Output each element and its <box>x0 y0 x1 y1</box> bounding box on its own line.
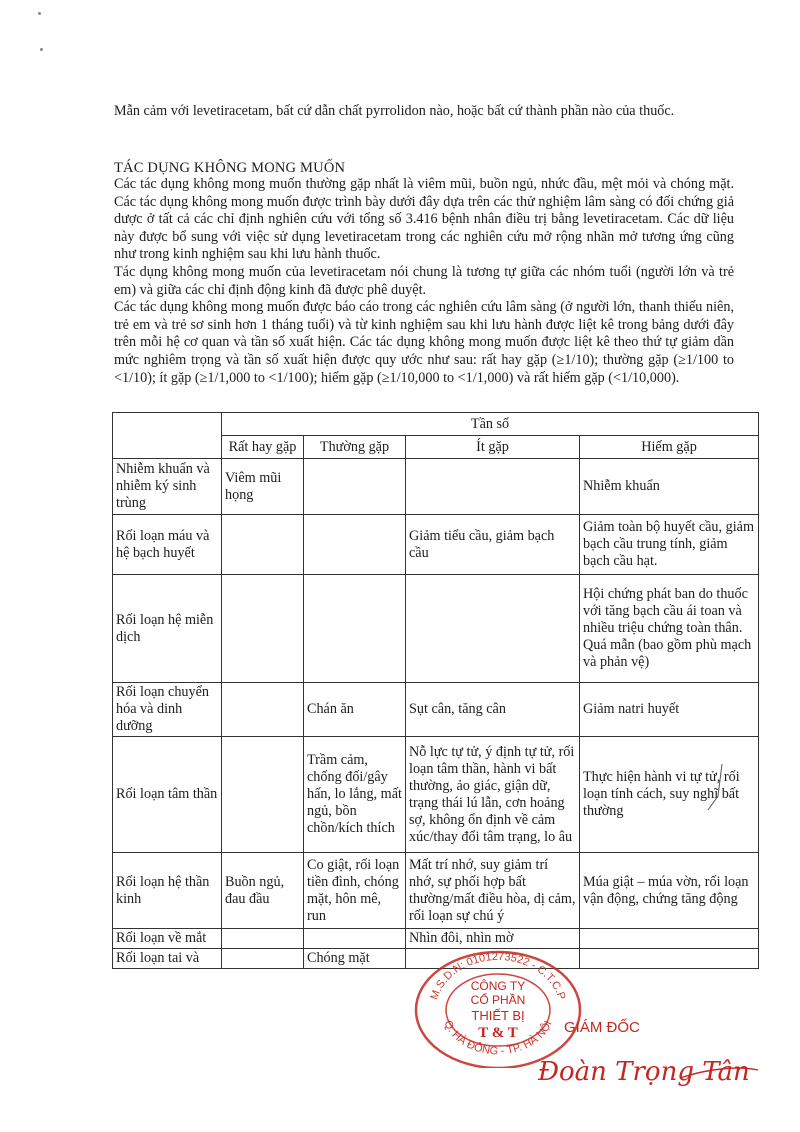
section-heading: TÁC DỤNG KHÔNG MONG MUỐN <box>114 160 346 176</box>
common-cell <box>304 929 406 949</box>
col-header-very-common: Rất hay gặp <box>222 436 304 459</box>
col-header-uncommon: Ít gặp <box>406 436 580 459</box>
table-row <box>113 575 759 683</box>
organ-header-cell <box>113 413 222 459</box>
rare-cell: Hội chứng phát ban do thuốc với tăng bạch cầu ái toan và nhiều triệu chứng toàn thân. Quá mẫn (bao gồm phù mạch và phản vệ) <box>580 575 759 683</box>
very-common-cell <box>222 929 304 949</box>
rare-cell: Giảm toàn bộ huyết cầu, giảm bạch cầu trung tính, giảm bạch cầu hạt. <box>580 515 759 575</box>
scan-speck <box>38 12 41 15</box>
seal-bottom-text: Q. HÀ ĐÔNG - TP. HÀ NỘI <box>441 1018 555 1058</box>
col-header-common: Thường gặp <box>304 436 406 459</box>
rare-cell: Múa giật – múa vờn, rối loạn vận động, chứng tăng động <box>580 853 759 929</box>
uncommon-cell: Sụt cân, tăng cân <box>406 683 580 737</box>
adverse-reactions-table <box>112 412 759 969</box>
uncommon-cell: Nhìn đôi, nhìn mờ <box>406 929 580 949</box>
very-common-cell <box>222 737 304 853</box>
uncommon-cell <box>406 575 580 683</box>
pen-mark <box>700 760 730 820</box>
section-body: Các tác dụng không mong muốn thường gặp nhất là viêm mũi, buồn ngủ, nhức đầu, mệt mỏi và chóng mặt. Các tác dụng không mong muốn được trình bày dưới đây dựa trên các thử nghiệm lâm sàng có đối chứng giả dược ở tất cả các chỉ định nghiên cứu với tổng số 3.416 bệnh nhân điều trị bằng levetiracetam. Các dữ liệu này được bổ sung với việc sử dụng levetiracetam trong các nghiên cứu mở rộng nhãn mở tương ứng cũng như trong kinh nghiệm sau khi lưu hành thuốc. Tác dụng không mong muốn của levetiracetam nói chung là tương tự giữa các nhóm tuổi (người lớn và trẻ em) và giữa các chỉ định động kinh đã được phê duyệt. Các tác dụng không mong muốn được báo cáo trong các nghiên cứu lâm sàng (ở người lớn, thanh thiếu niên, trẻ em và trẻ sơ sinh hơn 1 tháng tuổi) và từ kinh nghiệm sau khi lưu hành được liệt kê trong bảng dưới đây trên mỗi hệ cơ quan và tần số xuất hiện. Các tác dụng không mong muốn được liệt kê theo thứ tự giảm dần mức nghiêm trọng và tần số xuất hiện được quy ước như sau: rất hay gặp (≥1/10); thường gặp (≥1/100 to <1/10); ít gặp (≥1/1,000 to <1/100); hiếm gặp (≥1/10,000 to <1/1,000) và rất hiếm gặp (<1/10,000). <box>114 176 734 386</box>
scan-speck <box>40 48 43 51</box>
very-common-cell <box>222 575 304 683</box>
col-header-rare: Hiếm gặp <box>580 436 759 459</box>
common-cell <box>304 575 406 683</box>
uncommon-cell <box>406 459 580 515</box>
rare-cell: Giảm natri huyết <box>580 683 759 737</box>
organ-cell: Rối loạn tai và <box>113 949 222 969</box>
organ-cell: Rối loạn chuyển hóa và dinh dưỡng <box>113 683 222 737</box>
seal-line-2: CỔ PHẦN <box>470 993 526 1007</box>
uncommon-cell: Giảm tiểu cầu, giảm bạch cầu <box>406 515 580 575</box>
seal-line-4: T & T <box>478 1025 518 1041</box>
common-cell: Trầm cảm, chống đối/gây hấn, lo lắng, mất ngủ, bồn chồn/kích thích <box>304 737 406 853</box>
very-common-cell: Buồn ngủ, đau đầu <box>222 853 304 929</box>
rare-cell <box>580 949 759 969</box>
very-common-cell <box>222 515 304 575</box>
table-row <box>113 853 759 929</box>
uncommon-cell: Mất trí nhớ, suy giảm trí nhớ, sự phối hợp bất thường/mất điều hòa, dị cảm, rối loạn sự chú ý <box>406 853 580 929</box>
director-signature <box>530 1008 760 1098</box>
table-header-row <box>113 413 759 436</box>
frequency-header: Tần số <box>222 413 759 436</box>
seal-ring-text: M.S.D.N: 0101273522 - C.T.C.P <box>428 950 568 1002</box>
organ-cell: Rối loạn tâm thần <box>113 737 222 853</box>
table-row <box>113 459 759 515</box>
seal-line-3: THIẾT BỊ <box>471 1008 525 1023</box>
table-row <box>113 515 759 575</box>
organ-cell: Nhiễm khuẩn và nhiễm ký sinh trùng <box>113 459 222 515</box>
very-common-cell <box>222 949 304 969</box>
common-cell <box>304 459 406 515</box>
common-cell: Chán ăn <box>304 683 406 737</box>
rare-cell: Thực hiện hành vi tự tử, rối loạn tính cách, suy nghĩ bất thường <box>580 737 759 853</box>
organ-cell: Rối loạn hệ miễn dịch <box>113 575 222 683</box>
organ-cell: Rối loạn máu và hệ bạch huyết <box>113 515 222 575</box>
seal-line-1: CÔNG TY <box>470 979 526 993</box>
table-row <box>113 683 759 737</box>
uncommon-cell: Nỗ lực tự tử, ý định tự tử, rối loạn tâm thần, hành vi bất thường, ảo giác, giận dữ, trạng thái lú lẫn, cơn hoảng sợ, không ổn định về cảm xúc/thay đổi tâm trạng, lo âu <box>406 737 580 853</box>
very-common-cell: Viêm mũi họng <box>222 459 304 515</box>
rare-cell <box>580 929 759 949</box>
common-cell: Co giật, rối loạn tiền đình, chóng mặt, hôn mê, run <box>304 853 406 929</box>
very-common-cell <box>222 683 304 737</box>
table-row <box>113 737 759 853</box>
signature-title: GIÁM ĐỐC <box>564 1019 640 1036</box>
common-cell: Chóng mặt <box>304 949 406 969</box>
common-cell <box>304 515 406 575</box>
signature-name: Đoàn Trọng Tân <box>538 1057 750 1087</box>
organ-cell: Rối loạn về mắt <box>113 929 222 949</box>
organ-cell: Rối loạn hệ thần kinh <box>113 853 222 929</box>
contraindication-paragraph: Mẫn cảm với levetiracetam, bất cứ dẫn chất pyrrolidon nào, hoặc bất cứ thành phần nào của thuốc. <box>114 103 675 119</box>
rare-cell: Nhiễm khuẩn <box>580 459 759 515</box>
